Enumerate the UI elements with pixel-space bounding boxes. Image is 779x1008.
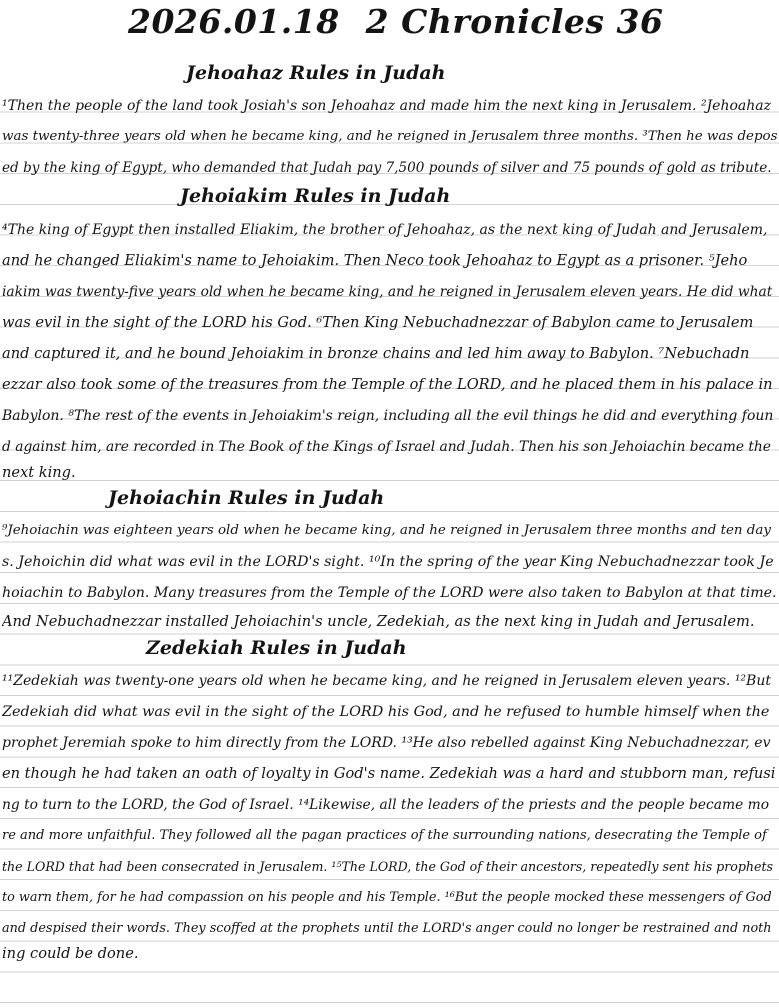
text-line: was evil in the sight of the LORD his God. ⁶Then King Nebuchadnezzar of Babylon came to Jerusalem [2,314,754,331]
text-line: and despised their words. They scoffed at the prophets until the LORD's anger could no longer be restrained and noth [2,921,772,936]
text-line: next king. [2,464,76,481]
text-line: re and more unfaithful. They followed all the pagan practices of the surrounding nations, desecrating the Temple of [2,828,767,843]
section-heading-jehoiachin: Jehoiachin Rules in Judah [108,487,385,509]
text-line: Zedekiah did what was evil in the sight of the LORD his God, and he refused to humble himself when the [2,704,770,720]
title-reference: 2 Chronicles 36 [365,2,664,41]
section-heading-jehoahaz: Jehoahaz Rules in Judah [186,62,446,84]
text-line: the LORD that had been consecrated in Jerusalem. ¹⁵The LORD, the God of their ancestors, repeatedly sent his prophets [2,859,773,874]
text-line: ⁴The king of Egypt then installed Eliakim, the brother of Jehoahaz, as the next king of Judah and Jerusalem, [2,222,768,238]
text-line: ing could be done. [2,945,139,962]
text-line: and captured it, and he bound Jehoiakim in bronze chains and led him away to Babylon. ⁷Nebuchadn [2,345,750,362]
text-line: hoiachin to Babylon. Many treasures from the Temple of the LORD were also taken to Babylon at that time. [2,585,777,601]
title-date: 2026.01.18 [128,2,340,41]
section-heading-zedekiah: Zedekiah Rules in Judah [146,637,407,659]
text-line: was twenty-three years old when he became king, and he reigned in Jerusalem three months. ³Then he was depos [2,129,777,144]
text-line: s. Jehoichin did what was evil in the LORD's sight. ¹⁰In the spring of the year King Nebuchadnezzar took Je [2,554,774,570]
text-line: iakim was twenty-five years old when he became king, and he reigned in Jerusalem eleven years. He did what [2,284,773,300]
text-line: ed by the king of Egypt, who demanded that Judah pay 7,500 pounds of silver and 75 pounds of gold as tribute. [2,160,772,176]
text-line: ¹¹Zedekiah was twenty-one years old when he became king, and he reigned in Jerusalem eleven years. ¹²But [2,673,771,689]
text-line: Babylon. ⁸The rest of the events in Jehoiakim's reign, including all the evil things he did and everything foun [2,408,774,424]
text-line: ng to turn to the LORD, the God of Israel. ¹⁴Likewise, all the leaders of the priests and the people became mo [2,797,770,813]
text-line: ezzar also took some of the treasures from the Temple of the LORD, and he placed them in his palace in [2,376,773,393]
page-title [128,2,664,41]
section-heading-jehoiakim: Jehoiakim Rules in Judah [180,185,451,207]
text-line: to warn them, for he had compassion on his people and his Temple. ¹⁶But the people mocked these messengers of God [2,890,772,905]
text-line: d against him, are recorded in The Book of the Kings of Israel and Judah. Then his son Jehoiachin became the [2,439,771,455]
text-line: ⁹Jehoiachin was eighteen years old when he became king, and he reigned in Jerusalem three months and ten day [2,523,771,538]
text-line: en though he had taken an oath of loyalty in God's name. Zedekiah was a hard and stubborn man, refusi [2,765,776,782]
text-line: and he changed Eliakim's name to Jehoiakim. Then Neco took Jehoahaz to Egypt as a prisoner. ⁵Jeho [2,252,748,269]
text-line: prophet Jeremiah spoke to him directly from the LORD. ¹³He also rebelled against King Nebuchadnezzar, ev [2,735,771,751]
text-line: ¹Then the people of the land took Josiah's son Jehoahaz and made him the next king in Jerusalem. ²Jehoahaz [2,98,771,114]
text-line: And Nebuchadnezzar installed Jehoiachin's uncle, Zedekiah, as the next king in Judah and Jerusalem. [2,613,755,630]
